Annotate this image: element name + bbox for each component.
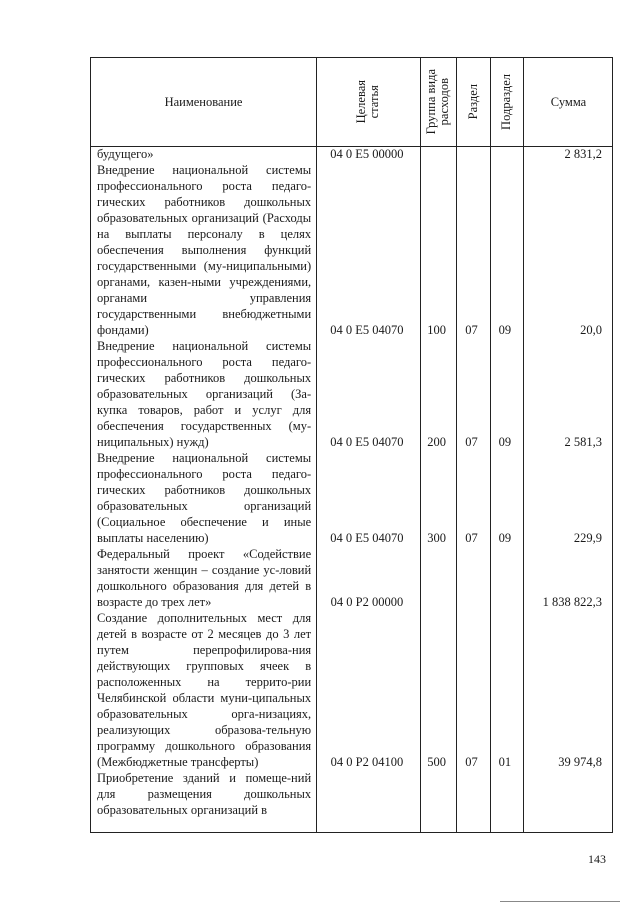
row-subsection: 09 bbox=[498, 435, 512, 449]
budget-table bbox=[90, 57, 613, 833]
row-code: 04 0 E5 04070 bbox=[330, 323, 404, 337]
table-body bbox=[91, 146, 612, 818]
table-row bbox=[91, 770, 612, 818]
row-name: Приобретение зданий и помеще-ний для размещения дошкольных образовательных организаций в bbox=[97, 771, 312, 817]
row-section: 07 bbox=[465, 755, 478, 769]
header-group: Группа вида расходов bbox=[424, 69, 451, 135]
row-section: 07 bbox=[465, 531, 478, 545]
row-name: Внедрение национальной системы профессионального роста педаго-гических работников дошкольных образовательных организаций (Социальное обеспечение и иные выплаты населению) bbox=[97, 451, 312, 545]
row-sum: 1 838 822,3 bbox=[542, 595, 602, 609]
page-number: 143 bbox=[588, 852, 606, 866]
header-subsection: Подраздел bbox=[499, 74, 513, 130]
header-name: Наименование bbox=[164, 94, 243, 109]
table-row bbox=[91, 610, 612, 770]
row-sum: 2 581,3 bbox=[564, 435, 602, 449]
table-row bbox=[91, 338, 612, 450]
row-code: 04 0 E5 00000 bbox=[330, 147, 404, 161]
header-code: Целевая статья bbox=[354, 80, 381, 124]
row-code: 04 0 E5 04070 bbox=[330, 435, 404, 449]
row-subsection: 09 bbox=[498, 323, 512, 337]
table-row bbox=[91, 450, 612, 546]
row-code: 04 0 P2 00000 bbox=[330, 595, 404, 609]
row-sum: 2 831,2 bbox=[564, 147, 602, 161]
row-name: будущего» bbox=[97, 147, 154, 161]
header-sum: Сумма bbox=[550, 94, 587, 109]
row-code: 04 0 P2 04100 bbox=[330, 755, 404, 769]
row-code: 04 0 E5 04070 bbox=[330, 531, 404, 545]
row-name: Создание дополнительных мест для детей в возрасте от 2 месяцев до 3 лет путем перепрофилирова-ния действующих групповых ячеек в расположенных на террито-рии Челябинской области муни-ципальных образовательных орга-низациях, реализующих образова-тельную программу дошкольного образования (Межбюджетные трансферты) bbox=[97, 611, 312, 769]
row-name: Федеральный проект «Содействие занятости женщин – создание ус-ловий дошкольного образования для детей в возрасте до трех лет» bbox=[97, 547, 312, 609]
row-sum: 229,9 bbox=[573, 531, 602, 545]
row-group: 200 bbox=[427, 435, 447, 449]
row-section: 07 bbox=[465, 323, 478, 337]
row-group: 300 bbox=[427, 531, 447, 545]
row-group: 100 bbox=[427, 323, 447, 337]
row-sum: 20,0 bbox=[580, 323, 602, 337]
row-subsection: 01 bbox=[498, 755, 512, 769]
row-name: Внедрение национальной системы профессионального роста педаго-гических работников дошкольных образовательных организаций (За-купка товаров, работ и услуг для обеспечения государственных (му-ниципальных) нужд) bbox=[97, 339, 312, 449]
header-section: Раздел bbox=[465, 84, 480, 120]
row-subsection: 09 bbox=[498, 531, 512, 545]
table-row bbox=[91, 546, 612, 610]
row-section: 07 bbox=[465, 435, 478, 449]
row-name: Внедрение национальной системы профессионального роста педаго-гических работников дошкольных образовательных организаций (Расходы на выплаты персоналу в целях обеспечения выполнения функций государственными (му-ниципальными) органами, казен-ными учреждениями, органами управления государственными внебюджетными фондами) bbox=[97, 163, 312, 337]
table-row bbox=[91, 162, 612, 338]
row-sum: 39 974,8 bbox=[558, 755, 602, 769]
table-row bbox=[91, 146, 612, 162]
footer-rule bbox=[500, 901, 620, 902]
row-group: 500 bbox=[427, 755, 447, 769]
